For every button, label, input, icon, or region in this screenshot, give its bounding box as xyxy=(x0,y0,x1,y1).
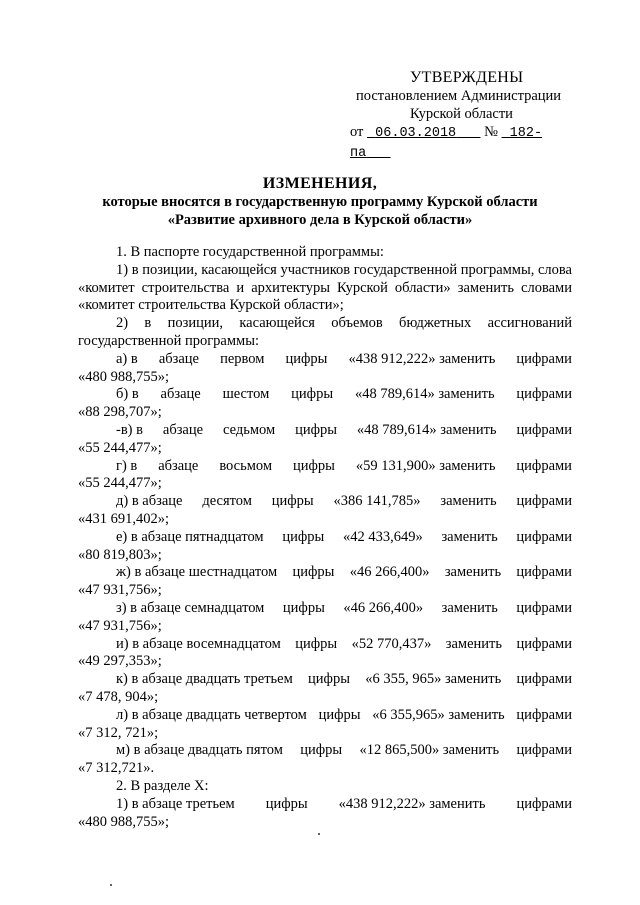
amendment-word: цифрами xyxy=(516,671,572,688)
amendment-word: заменить xyxy=(445,635,502,652)
amendment-word: б) в xyxy=(116,386,139,403)
amendment-word: «52 770,437» xyxy=(351,635,432,652)
amendment-word: м) в абзаце двадцать пятом xyxy=(116,742,283,759)
amendment-item-row xyxy=(78,493,572,511)
amendment-word: цифрами xyxy=(516,795,572,812)
amendment-item-row xyxy=(78,386,572,404)
doc-title: ИЗМЕНЕНИЯ, xyxy=(262,175,378,192)
amendment-word: цифры xyxy=(308,671,350,688)
amendment-word: абзаце xyxy=(160,386,201,403)
amendment-item-row xyxy=(78,742,572,760)
amendment-word: цифрами xyxy=(516,706,572,723)
amendment-item-row xyxy=(78,422,572,440)
approval-number: 182-па xyxy=(350,126,543,161)
amendment-word: абзаце xyxy=(158,457,199,474)
approval-line-1: постановлением Администрации xyxy=(356,88,562,104)
amendment-word: восьмом xyxy=(219,457,273,474)
amendment-word: цифрами xyxy=(516,742,572,759)
scan-dot xyxy=(318,833,320,835)
amendment-item-tail: «49 297,353»; xyxy=(78,653,162,670)
amendment-word: абзаце xyxy=(162,421,204,438)
paragraph-1: 1. В паспорте государственной программы: xyxy=(116,244,384,260)
amendment-item-tail: «7 312, 721»; xyxy=(78,724,159,741)
approval-date: 06.03.2018 xyxy=(375,126,457,141)
amendment-word: «438 912,222» заменить xyxy=(348,350,496,367)
amendment-word: цифры xyxy=(282,528,325,545)
amendment-word: «386 141,785» xyxy=(333,493,421,510)
amendment-item-tail: «7 478, 904»; xyxy=(78,688,159,705)
amendment-word: цифрами xyxy=(516,635,572,652)
approval-line-2: Курской области xyxy=(410,106,513,122)
amendment-word: к) в абзаце двадцать третьем xyxy=(116,671,293,688)
amendment-item-tail: «80 819,803»; xyxy=(78,546,162,563)
amendment-last xyxy=(78,796,572,832)
amendment-word: цифрами xyxy=(516,350,572,367)
amendment-word: цифрами xyxy=(516,493,572,510)
amendment-item-row xyxy=(78,600,572,618)
approval-date-line xyxy=(350,123,578,163)
amendment-word: цифрами xyxy=(516,599,572,616)
program-name: «Развитие архивного дела в Курской области» xyxy=(167,212,473,228)
amendment-item-row xyxy=(78,636,572,654)
amendment-word: цифры xyxy=(292,564,335,581)
amendment-word: цифрами xyxy=(516,457,572,474)
amendment-word: заменить xyxy=(441,599,498,616)
amendment-word: «48 789,614» заменить xyxy=(356,421,497,438)
amendment-item-tail: «47 931,756»; xyxy=(78,617,162,634)
amendment-word: цифрами xyxy=(516,421,572,438)
document-body xyxy=(78,244,572,831)
amendment-item-row xyxy=(78,707,572,725)
amendment-word: д) в абзаце xyxy=(116,493,183,510)
amendment-item-row xyxy=(78,796,572,814)
amendment-word: цифры xyxy=(295,421,337,438)
amendment-word: л) в абзаце двадцать четвертом xyxy=(116,706,307,723)
scan-dot xyxy=(110,884,112,886)
amendment-word: «12 865,500» заменить xyxy=(359,742,500,759)
amendment-item-row xyxy=(78,351,572,369)
number-prefix: № xyxy=(484,124,498,140)
amendment-word: цифрами xyxy=(516,386,572,403)
amendment-word: цифры xyxy=(265,795,308,812)
amendment-word: «6 355,965» заменить xyxy=(372,706,505,723)
amendment-word: «48 789,614» заменить xyxy=(354,386,495,403)
doc-subtitle: которые вносятся в государственную программу Курской области xyxy=(102,194,538,210)
amendment-word: цифры xyxy=(282,599,325,616)
amendment-item-tail: «480 988,755»; xyxy=(78,813,170,830)
approval-stamp xyxy=(348,68,578,163)
amendment-word: з) в абзаце семнадцатом xyxy=(116,599,265,616)
amendment-item-tail: «7 312,721». xyxy=(78,760,155,777)
amendment-word: «46 266,400» xyxy=(343,599,424,616)
amendment-word: цифры xyxy=(271,493,314,510)
amendment-word: цифры xyxy=(295,635,338,652)
amendment-list xyxy=(78,351,572,778)
amendment-item-row xyxy=(78,458,572,476)
amendment-word: е) в абзаце пятнадцатом xyxy=(116,528,264,545)
amendment-word: цифрами xyxy=(516,564,572,581)
amendment-item-tail: «47 931,756»; xyxy=(78,582,162,599)
amendment-word: десятом xyxy=(202,493,252,510)
amendment-word: цифры xyxy=(291,386,334,403)
amendment-word: абзаце xyxy=(158,350,199,367)
amendment-word: заменить xyxy=(440,493,497,510)
amendment-word: заменить xyxy=(444,564,502,581)
amendment-word: г) в xyxy=(116,457,138,474)
amendment-item-tail: «431 691,402»; xyxy=(78,510,170,527)
amendment-word: первом xyxy=(220,350,265,367)
date-prefix: от xyxy=(350,124,364,140)
paragraph-3: 2) в позиции, касающейся объемов бюджетных ассигнований государственной программы: xyxy=(78,315,572,349)
paragraph-2: 1) в позиции, касающейся участников государственной программы, слова «комитет строительства и архитектуры Курской области» заменить словами «комитет строительства Курской области»; xyxy=(78,261,572,314)
amendment-word: цифры xyxy=(318,706,361,723)
amendment-word: 1) в абзаце третьем xyxy=(116,795,235,812)
amendment-word: и) в абзаце восемнадцатом xyxy=(116,635,281,652)
amendment-word: -в) в xyxy=(116,421,143,438)
amendment-item-tail: «480 988,755»; xyxy=(78,368,170,385)
amendment-word: седьмом xyxy=(222,421,276,438)
amendment-item-row xyxy=(78,564,572,582)
amendment-item-tail: «88 298,707»; xyxy=(78,404,162,421)
amendment-item-tail: «55 244,477»; xyxy=(78,439,162,456)
amendment-word: цифры xyxy=(300,742,343,759)
amendment-item-row xyxy=(78,671,572,689)
amendment-word: «46 266,400» xyxy=(349,564,430,581)
amendment-word: ж) в абзаце шестнадцатом xyxy=(116,564,278,581)
amendment-word: цифры xyxy=(285,350,328,367)
amendment-word: «438 912,222» заменить xyxy=(338,795,486,812)
amendment-item-tail: «55 244,477»; xyxy=(78,475,162,492)
amendment-word: «6 355, 965» заменить xyxy=(365,671,502,688)
amendment-word: «42 433,649» xyxy=(342,528,423,545)
amendment-word: цифрами xyxy=(516,528,572,545)
approval-title: УТВЕРЖДЕНЫ xyxy=(410,69,524,86)
paragraph-4: 2. В разделе X: xyxy=(116,777,209,794)
amendment-word: «59 131,900» заменить xyxy=(355,457,496,474)
amendment-item-row xyxy=(78,529,572,547)
amendment-word: заменить xyxy=(441,528,498,545)
amendment-word: шестом xyxy=(222,386,270,403)
amendment-word: а) в xyxy=(116,350,138,367)
amendment-word: цифры xyxy=(292,457,335,474)
